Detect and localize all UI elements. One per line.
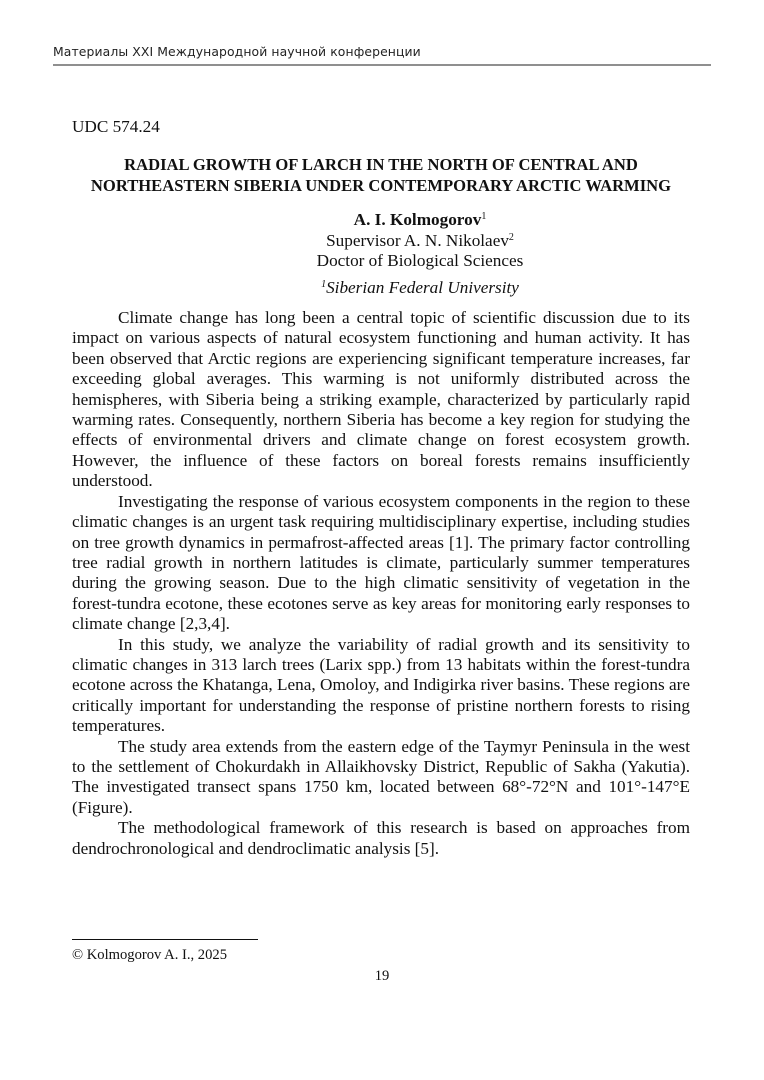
supervisor-name: Supervisor A. N. Nikolaev bbox=[326, 230, 509, 250]
body-text bbox=[72, 308, 690, 859]
paragraph: Investigating the response of various ecosystem components in the region to these climatic changes is an urgent task requiring multidisciplinary expertise, including studies on tree growth dynamics in permafrost-affected areas [1]. The primary factor controlling tree radial growth in northern latitudes is climate, particularly summer temperatures during the growing season. Due to the high climatic sensitivity of vegetation in the forest-tundra ecotone, these ecotones serve as key areas for monitoring early responses to climate change [2,3,4]. bbox=[72, 491, 690, 634]
author-name: A. I. Kolmogorov bbox=[353, 210, 482, 230]
running-head: Материалы XXI Международной научной конференции bbox=[53, 44, 421, 59]
footnote-area bbox=[72, 939, 690, 964]
header-rule bbox=[53, 64, 711, 66]
affiliation-name: Siberian Federal University bbox=[326, 277, 519, 297]
paragraph: The study area extends from the eastern edge of the Taymyr Peninsula in the west to the settlement of Chokurdakh in Allaikhovsky District, Republic of Sakha (Yakutia). The investigated transect spans 1750 km, located between 68°-72°N and 101°-147°E (Figure). bbox=[72, 736, 690, 817]
supervisor-degree: Doctor of Biological Sciences bbox=[316, 251, 524, 271]
paragraph: Climate change has long been a central topic of scientific discussion due to its impact on various aspects of natural ecosystem functioning and human activity. It has been observed that Arctic regions are experiencing significant temperature increases, far exceeding global averages. This warming is not uniformly distributed across the hemispheres, with Siberia being a striking example, characterized by particularly rapid warming rates. Consequently, northern Siberia has become a key region for studying the effects of environmental drivers and climate change on forest ecosystem growth. However, the influence of these factors on boreal forests remains insufficiently understood. bbox=[72, 308, 690, 491]
footnote-rule bbox=[72, 939, 258, 940]
author-block bbox=[72, 210, 690, 298]
author-line bbox=[150, 210, 690, 230]
page-number: 19 bbox=[374, 968, 390, 984]
affiliation-line bbox=[150, 278, 690, 298]
author-superscript: 1 bbox=[481, 211, 487, 223]
affiliation-superscript: 1 bbox=[321, 278, 327, 290]
paragraph: In this study, we analyze the variability of radial growth and its sensitivity to climatic changes in 313 larch trees (Larix spp.) from 13 habitats within the forest-tundra ecotone across the Khatanga, Lena, Omoloy, and Indigirka river basins. These regions are critically important for understanding the response of pristine northern forests to rising temperatures. bbox=[72, 634, 690, 736]
page-content bbox=[72, 117, 690, 859]
supervisor-superscript: 2 bbox=[508, 231, 514, 243]
udc-code: UDC 574.24 bbox=[72, 117, 160, 136]
paper-title: RADIAL GROWTH OF LARCH IN THE NORTH OF CENTRAL AND NORTHEASTERN SIBERIA UNDER CONTEMPORARY ARCTIC WARMING bbox=[90, 155, 672, 195]
copyright-footnote: © Kolmogorov A. I., 2025 bbox=[72, 947, 227, 963]
paragraph: The methodological framework of this research is based on approaches from dendrochronological and dendroclimatic analysis [5]. bbox=[72, 818, 690, 858]
supervisor-line bbox=[150, 231, 690, 251]
